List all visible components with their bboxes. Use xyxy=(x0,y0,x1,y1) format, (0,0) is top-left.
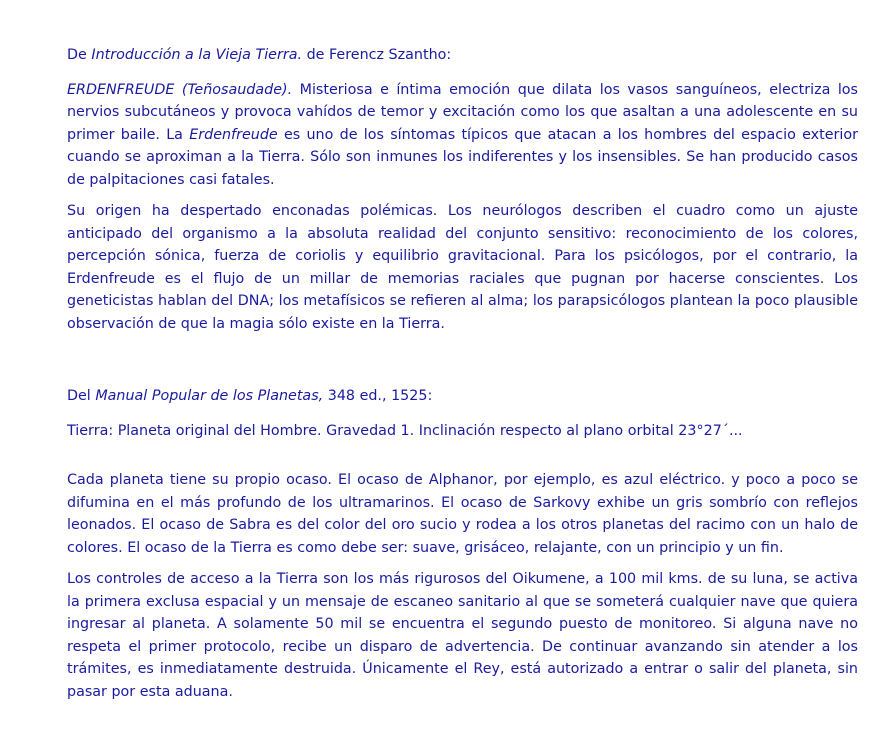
paragraph-text: es uno de los síntomas típicos que atacan a los hombres del espacio exterior cuando se aproximan a la Tierra. Sólo son inmunes los indiferentes y los insensibles. Se han producido casos de palpitaciones casi fatales. xyxy=(67,126,858,188)
body-paragraph-1: Cada planeta tiene su propio ocaso. El ocaso de Alphanor, por ejemplo, es azul eléctrico. y poco a poco se difumina en el más profundo de los ultramarinos. El ocaso de Sarkovy exhibe un gris sombrío con reflejos leonados. El ocaso de Sabra es del color del oro sucio y rodea a los otros planetas del racimo con un halo de colores. El ocaso de la Tierra es como debe ser: suave, grisáceo, relajante, con un principio y un fin. xyxy=(67,472,858,556)
paragraph-text: Misteriosa e íntima emoción que dilata los vasos sanguíneos, electriza los nervios subcutáneos y provoca vahídos de temor y excitación como los que asaltan a una adolescente en su primer baile. La xyxy=(67,81,858,143)
term-heading: ERDENFREUDE (Teñosaudade). xyxy=(67,81,293,98)
excerpt1-paragraph-1 xyxy=(67,79,858,192)
excerpt1-attribution xyxy=(67,44,858,67)
term-inline: Erdenfreude xyxy=(189,126,278,143)
attribution-suffix: 348 ed., 1525: xyxy=(323,388,433,404)
excerpt1-paragraph-2: Su origen ha despertado enconadas polémicas. Los neurólogos describen el cuadro como un ajuste anticipado del organismo a la absoluta realidad del conjunto sensitivo: reconocimiento de los colores, percepción sónica, fuerza de coriolis y equilibrio gravitacional. Para los psicólogos, por el contrario, la Erdenfreude es el flujo de un millar de memorias raciales que pugnan por hacerse conscientes. Los geneticistas hablan del DNA; los metafísicos se refieren al alma; los parapsicólogos plantean la poco plausible observación de que la magia sólo existe en la Tierra. xyxy=(67,203,858,332)
attribution-prefix: De xyxy=(67,47,92,63)
excerpt2-attribution xyxy=(67,385,858,408)
attribution-prefix: Del xyxy=(67,388,96,404)
book-title: Manual Popular de los Planetas, xyxy=(95,388,324,404)
document-page xyxy=(67,44,858,703)
excerpt2-entry: Tierra: Planeta original del Hombre. Gravedad 1. Inclinación respecto al plano orbital 23°27´... xyxy=(67,422,743,439)
body-paragraph-2: Los controles de acceso a la Tierra son los más rigurosos del Oikumene, a 100 mil kms. de su luna, se activa la primera exclusa espacial y un mensaje de escaneo sanitario al que se someterá cualquier nave que quiera ingresar al planeta. A solamente 50 mil se encuentra el segundo puesto de monitoreo. Si alguna nave no respeta el primer protocolo, recibe un disparo de advertencia. De continuar avanzando sin atender a los trámites, es inmediatamente destruida. Únicamente el Rey, está autorizado a entrar o salir del planeta, sin pasar por esta aduana. xyxy=(67,571,858,700)
attribution-suffix: de Ferencz Szantho: xyxy=(302,47,452,63)
book-title: Introducción a la Vieja Tierra. xyxy=(91,47,303,63)
